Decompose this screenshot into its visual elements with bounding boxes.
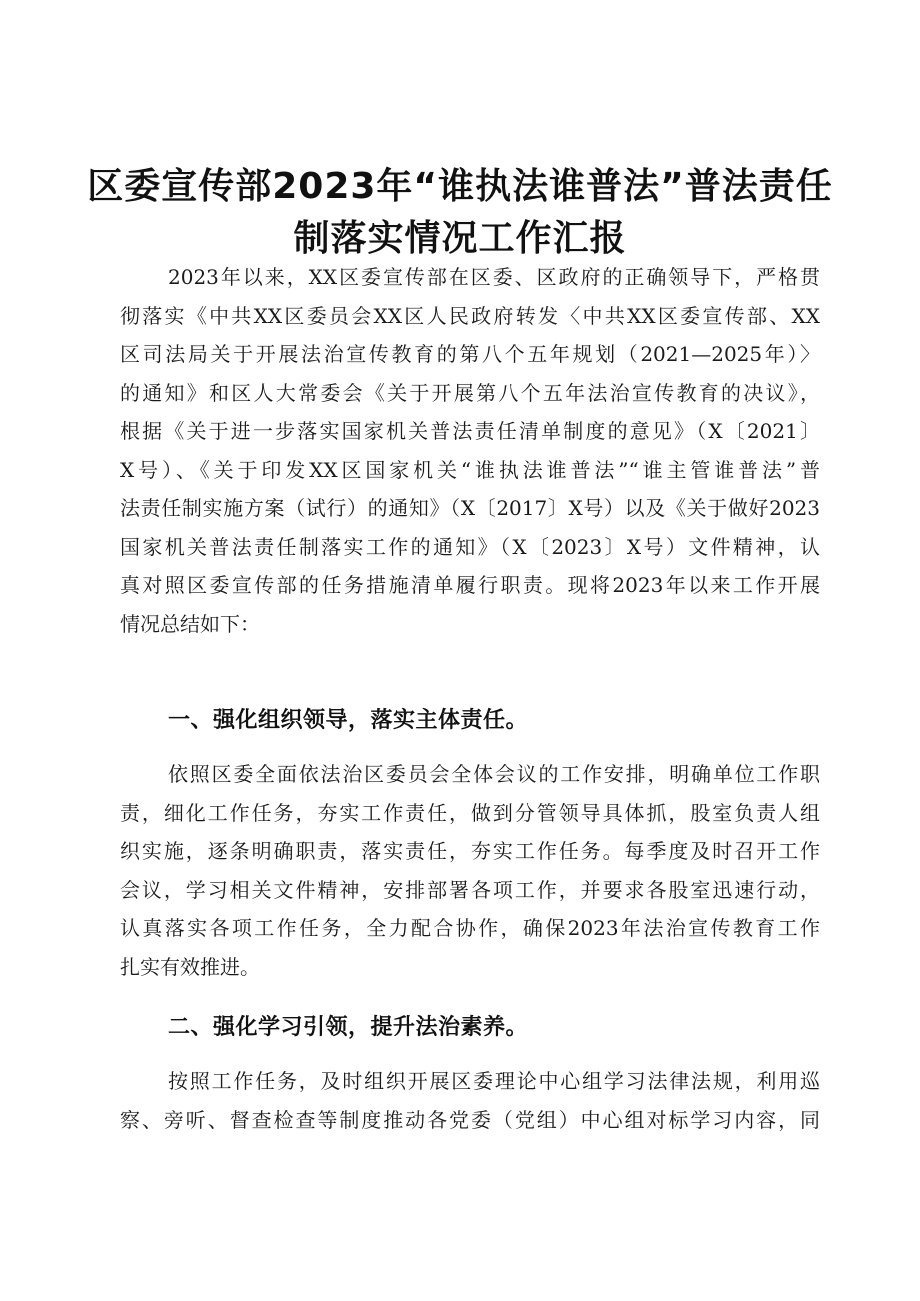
section-1-paragraph xyxy=(120,755,820,986)
paragraph-line: 彻落实《中共XX区委员会XX区人民政府转发〈中共XX区委宣传部、XX xyxy=(120,303,820,328)
intro-paragraph xyxy=(120,258,820,643)
paragraph-line: 区司法局关于开展法治宣传教育的第八个五年规划（2021—2025年）〉 xyxy=(120,342,820,366)
document-title-line-1: 区委宣传部2023年“谁执法谁普法”普法责任 xyxy=(87,166,833,207)
paragraph-line: X号）、《关于印发XX区国家机关“谁执法谁普法”“谁主管谁普法”普 xyxy=(120,457,820,482)
paragraph-line: 的通知》和区人大常委会《关于开展第八个五年法治宣传教育的决议》， xyxy=(120,380,820,405)
paragraph-line: 2023年以来，XX区委宣传部在区委、区政府的正确领导下，严格贯 xyxy=(168,265,820,289)
paragraph-line: 扎实有效推进。 xyxy=(120,954,260,979)
section-2-paragraph xyxy=(120,1062,820,1139)
section-heading-2: 二、强化学习引领，提升法治素养。 xyxy=(168,1015,529,1040)
paragraph-line: 会议，学习相关文件精神，安排部署各项工作，并要求各股室迅速行动， xyxy=(120,877,820,902)
paragraph-line: 织实施，逐条明确职责，落实责任，夯实工作任务。每季度及时召开工作 xyxy=(120,839,820,863)
paragraph-line: 按照工作任务，及时组织开展区委理论中心组学习法律法规，利用巡 xyxy=(168,1069,820,1093)
paragraph-line: 真对照区委宣传部的任务措施清单履行职责。现将2023年以来工作开展 xyxy=(120,573,820,597)
section-heading-1: 一、强化组织领导，落实主体责任。 xyxy=(168,708,529,733)
paragraph-line: 察、旁听、督查检查等制度推动各党委（党组）中心组对标学习内容，同 xyxy=(120,1107,820,1132)
paragraph-line: 法责任制实施方案（试行）的通知》（X〔2017〕X号）以及《关于做好2023 xyxy=(120,496,820,520)
document-title-line-2: 制落实情况工作汇报 xyxy=(293,218,627,259)
paragraph-line: 根据《关于进一步落实国家机关普法责任清单制度的意见》（X〔2021〕 xyxy=(120,419,820,443)
paragraph-line: 责，细化工作任务，夯实工作责任，做到分管领导具体抓，股室负责人组 xyxy=(120,800,820,825)
paragraph-line: 国家机关普法责任制落实工作的通知》（X〔2023〕X号）文件精神，认 xyxy=(120,534,820,559)
paragraph-line: 认真落实各项工作任务，全力配合协作，确保2023年法治宣传教育工作 xyxy=(120,916,820,940)
paragraph-line: 情况总结如下： xyxy=(120,611,260,636)
paragraph-line: 依照区委全面依法治区委员会全体会议的工作安排，明确单位工作职 xyxy=(168,762,820,786)
